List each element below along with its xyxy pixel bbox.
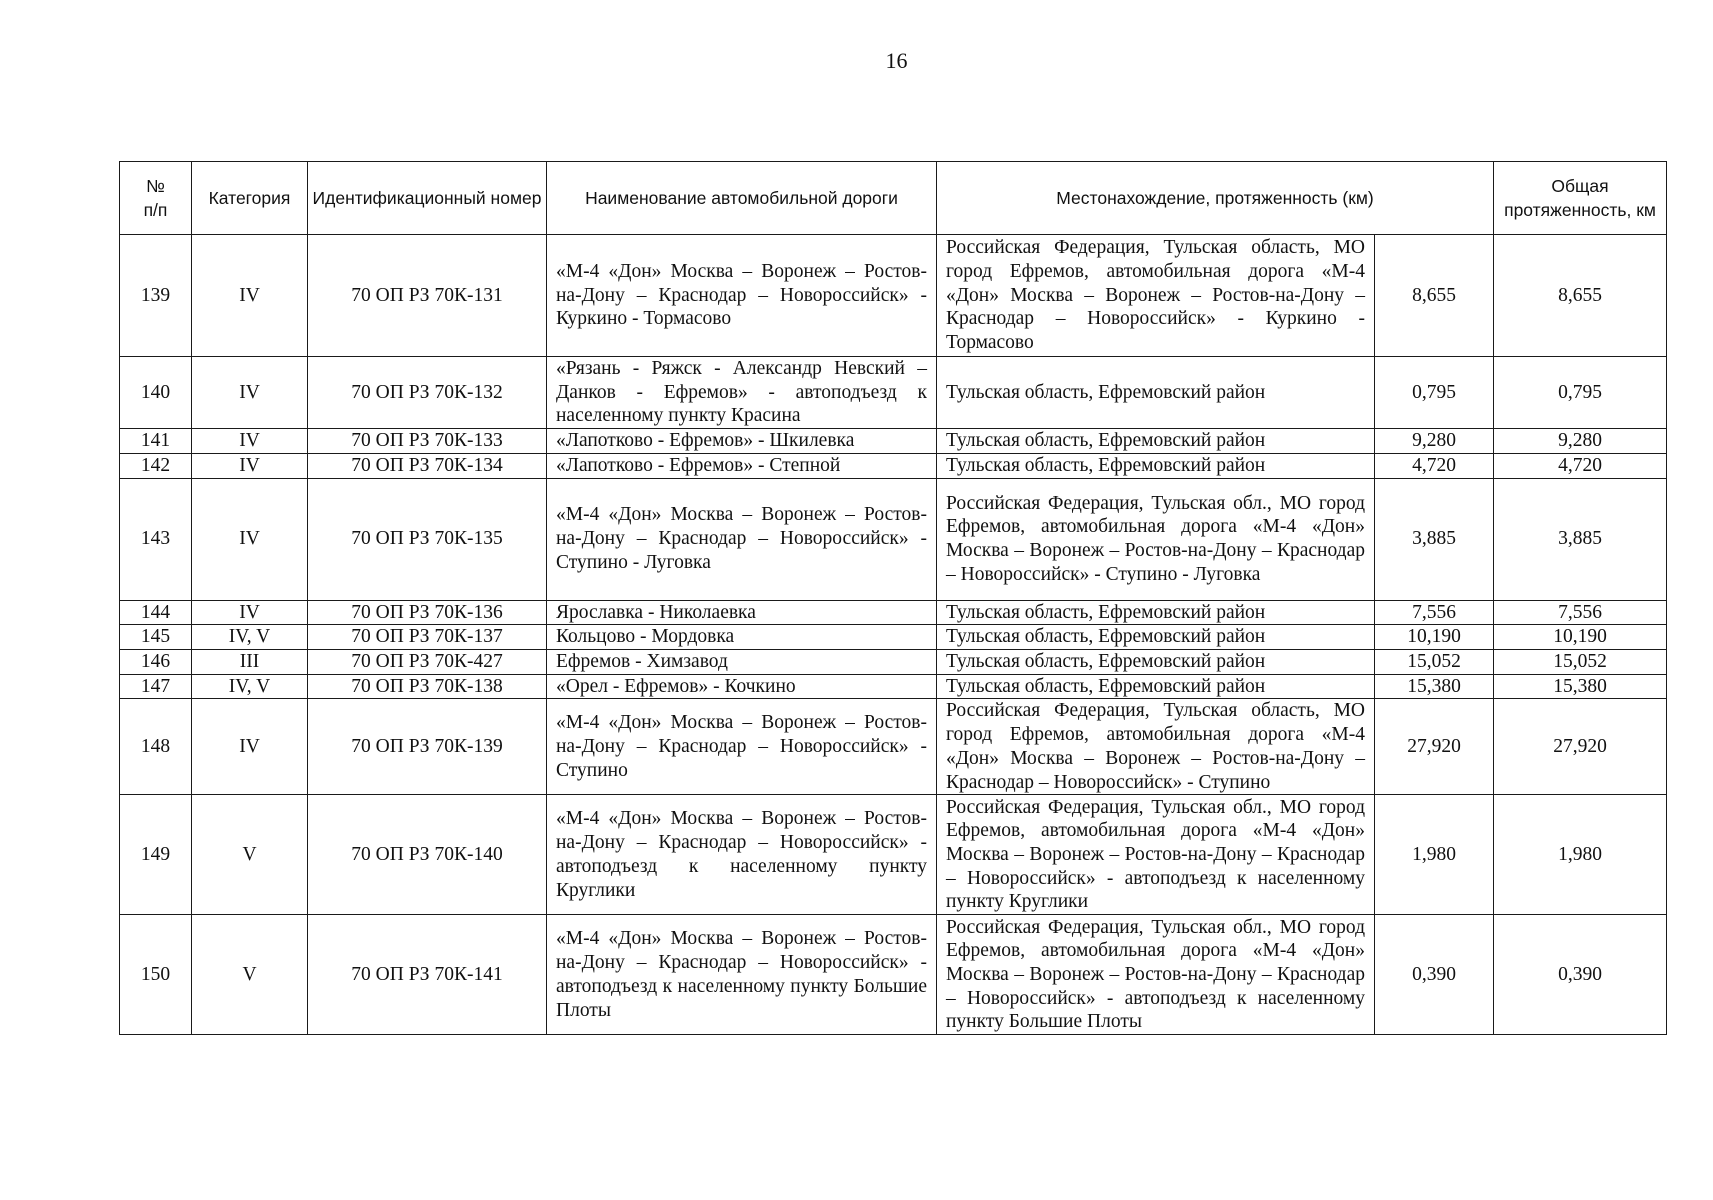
cell-num: 149 [120,795,192,915]
cell-length: 10,190 [1375,625,1494,650]
cell-road-name: «М-4 «Дон» Москва – Воронеж – Ростов-на-Дону – Краснодар – Новороссийск» - Куркино - Тормасово [547,235,937,357]
cell-total: 4,720 [1494,453,1667,478]
cell-id: 70 ОП РЗ 70К-138 [308,674,547,699]
cell-road-name: «М-4 «Дон» Москва – Воронеж – Ростов-на-Дону – Краснодар – Новороссийск» - автоподъезд к населенному пункту Круглики [547,795,937,915]
table-row [120,915,1667,1035]
cell-id: 70 ОП РЗ 70К-137 [308,625,547,650]
table-row [120,625,1667,650]
cell-length: 8,655 [1375,235,1494,357]
cell-total: 15,052 [1494,649,1667,674]
cell-category: IV [192,600,308,625]
cell-id: 70 ОП РЗ 70К-133 [308,429,547,454]
cell-total: 27,920 [1494,699,1667,795]
header-num-label: № п/п [143,176,168,220]
cell-total: 7,556 [1494,600,1667,625]
table-row [120,235,1667,357]
cell-length: 0,390 [1375,915,1494,1035]
table-row [120,699,1667,795]
cell-road-name: «Рязань - Ряжск - Александр Невский – Данков - Ефремов» - автоподъезд к населенному пункту Красина [547,357,937,429]
cell-category: IV [192,453,308,478]
cell-total: 8,655 [1494,235,1667,357]
cell-total: 10,190 [1494,625,1667,650]
cell-num: 150 [120,915,192,1035]
cell-num: 141 [120,429,192,454]
cell-num: 148 [120,699,192,795]
cell-total: 9,280 [1494,429,1667,454]
table-row [120,795,1667,915]
table-row [120,478,1667,600]
cell-location: Российская Федерация, Тульская обл., МО город Ефремов, автомобильная дорога «М-4 «Дон» Москва – Воронеж – Ростов-на-Дону – Краснодар – Новороссийск» - автоподъезд к населенному пункту Большие Плоты [937,915,1375,1035]
header-location-length: Местонахождение, протяженность (км) [937,162,1494,235]
cell-road-name: «Лапотково - Ефремов» - Степной [547,453,937,478]
cell-road-name: «М-4 «Дон» Москва – Воронеж – Ростов-на-Дону – Краснодар – Новороссийск» - Ступино - Луговка [547,478,937,600]
cell-category: V [192,795,308,915]
cell-location: Тульская область, Ефремовский район [937,674,1375,699]
cell-location: Тульская область, Ефремовский район [937,600,1375,625]
cell-id: 70 ОП РЗ 70К-131 [308,235,547,357]
cell-location: Тульская область, Ефремовский район [937,453,1375,478]
cell-category: IV [192,699,308,795]
cell-num: 146 [120,649,192,674]
roads-table [119,161,1667,1035]
cell-id: 70 ОП РЗ 70К-427 [308,649,547,674]
cell-total: 1,980 [1494,795,1667,915]
cell-total: 3,885 [1494,478,1667,600]
cell-id: 70 ОП РЗ 70К-135 [308,478,547,600]
cell-id: 70 ОП РЗ 70К-141 [308,915,547,1035]
table-row [120,429,1667,454]
cell-num: 147 [120,674,192,699]
cell-location: Тульская область, Ефремовский район [937,429,1375,454]
cell-num: 142 [120,453,192,478]
cell-id: 70 ОП РЗ 70К-139 [308,699,547,795]
cell-road-name: «М-4 «Дон» Москва – Воронеж – Ростов-на-Дону – Краснодар – Новороссийск» - автоподъезд к населенному пункту Большие Плоты [547,915,937,1035]
table-row [120,600,1667,625]
table-header-row [120,162,1667,235]
cell-location: Тульская область, Ефремовский район [937,357,1375,429]
cell-length: 15,052 [1375,649,1494,674]
cell-location: Российская Федерация, Тульская обл., МО город Ефремов, автомобильная дорога «М-4 «Дон» Москва – Воронеж – Ростов-на-Дону – Краснодар – Новороссийск» - Ступино - Луговка [937,478,1375,600]
cell-length: 15,380 [1375,674,1494,699]
cell-location: Тульская область, Ефремовский район [937,625,1375,650]
cell-road-name: «Лапотково - Ефремов» - Шкилевка [547,429,937,454]
cell-length: 4,720 [1375,453,1494,478]
header-num [120,162,192,235]
cell-length: 0,795 [1375,357,1494,429]
cell-id: 70 ОП РЗ 70К-140 [308,795,547,915]
page-number: 16 [885,48,908,73]
cell-category: IV, V [192,625,308,650]
cell-id: 70 ОП РЗ 70К-136 [308,600,547,625]
cell-category: III [192,649,308,674]
cell-num: 144 [120,600,192,625]
cell-total: 15,380 [1494,674,1667,699]
cell-num: 145 [120,625,192,650]
header-id-number: Идентификационный номер [308,162,547,235]
cell-location: Российская Федерация, Тульская обл., МО город Ефремов, автомобильная дорога «М-4 «Дон» Москва – Воронеж – Ростов-на-Дону – Краснодар – Новороссийск» - автоподъезд к населенному пункту Круглики [937,795,1375,915]
cell-length: 1,980 [1375,795,1494,915]
cell-id: 70 ОП РЗ 70К-134 [308,453,547,478]
header-category: Категория [192,162,308,235]
cell-length: 7,556 [1375,600,1494,625]
cell-location: Российская Федерация, Тульская область, МО город Ефремов, автомобильная дорога «М-4 «Дон» Москва – Воронеж – Ростов-на-Дону – Краснодар – Новороссийск» - Ступино [937,699,1375,795]
cell-length: 3,885 [1375,478,1494,600]
cell-num: 143 [120,478,192,600]
cell-road-name: Кольцово - Мордовка [547,625,937,650]
cell-num: 139 [120,235,192,357]
cell-id: 70 ОП РЗ 70К-132 [308,357,547,429]
cell-category: IV [192,235,308,357]
table-row [120,674,1667,699]
cell-num: 140 [120,357,192,429]
cell-length: 27,920 [1375,699,1494,795]
cell-category: IV [192,478,308,600]
cell-road-name: Ярославка - Николаевка [547,600,937,625]
cell-category: IV, V [192,674,308,699]
table-row [120,649,1667,674]
cell-location: Тульская область, Ефремовский район [937,649,1375,674]
header-road-name: Наименование автомобильной дороги [547,162,937,235]
cell-category: IV [192,429,308,454]
cell-total: 0,795 [1494,357,1667,429]
cell-length: 9,280 [1375,429,1494,454]
cell-category: IV [192,357,308,429]
cell-road-name: «М-4 «Дон» Москва – Воронеж – Ростов-на-Дону – Краснодар – Новороссийск» - Ступино [547,699,937,795]
cell-category: V [192,915,308,1035]
header-total-length: Общая протяженность, км [1494,162,1667,235]
cell-location: Российская Федерация, Тульская область, МО город Ефремов, автомобильная дорога «М-4 «Дон» Москва – Воронеж – Ростов-на-Дону – Краснодар – Новороссийск» - Куркино - Тормасово [937,235,1375,357]
table-row [120,453,1667,478]
cell-road-name: Ефремов - Химзавод [547,649,937,674]
cell-road-name: «Орел - Ефремов» - Кочкино [547,674,937,699]
cell-total: 0,390 [1494,915,1667,1035]
table-row [120,357,1667,429]
